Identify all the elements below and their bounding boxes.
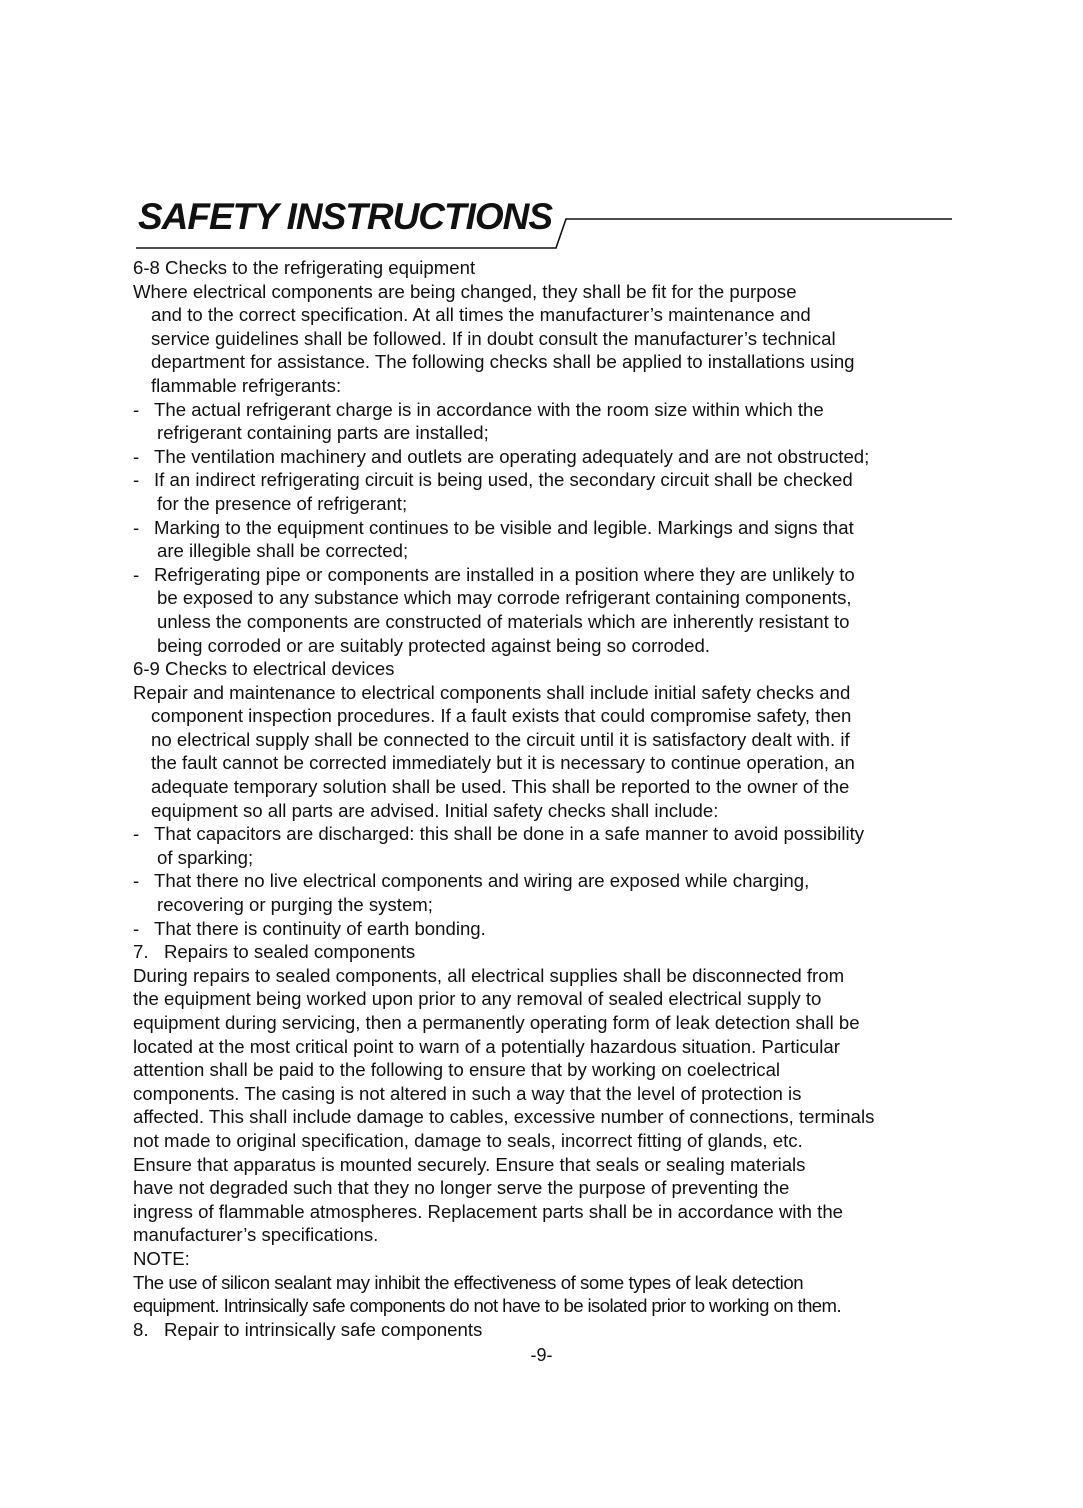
- section-7-body-line: During repairs to sealed components, all electrical supplies shall be disconnected from: [133, 964, 845, 986]
- bullet-dash: -: [133, 917, 140, 939]
- section-7-body-line: affected. This shall include damage to cables, excessive number of connections, terminals: [133, 1106, 875, 1128]
- section-6-8-intro-line: Where electrical components are being changed, they shall be fit for the purpose: [133, 280, 797, 302]
- bullet-dash: -: [133, 823, 140, 845]
- bullet-dash: -: [133, 563, 140, 585]
- section-7-body-line: not made to original specification, damage to seals, incorrect fitting of glands, etc.: [133, 1129, 803, 1151]
- section-7-body-line: ingress of flammable atmospheres. Replacement parts shall be in accordance with the: [133, 1200, 844, 1222]
- section-7-body-line: equipment during servicing, then a permanently operating form of leak detection shall be: [133, 1012, 860, 1033]
- list-item-line: refrigerant containing parts are installed;: [157, 422, 489, 444]
- list-item: [133, 398, 963, 445]
- section-6-8-intro-line: flammable refrigerants:: [151, 374, 342, 396]
- list-item-line: being corroded or are suitably protected against being so corroded.: [157, 634, 710, 656]
- section-7-body-line: Ensure that apparatus is mounted securely. Ensure that seals or sealing materials: [133, 1153, 806, 1175]
- section-number: 8.: [133, 1318, 149, 1340]
- section-7-heading: [133, 940, 963, 964]
- bullet-dash: -: [133, 398, 140, 420]
- list-item-line: are illegible shall be corrected;: [157, 540, 409, 562]
- section-6-9-intro-line: adequate temporary solution shall be used. This shall be reported to the owner of the: [151, 776, 850, 798]
- section-6-9-intro-line: component inspection procedures. If a fault exists that could compromise safety, then: [151, 705, 852, 727]
- list-item-line: That there is continuity of earth bonding.: [154, 917, 486, 939]
- note-label: NOTE:: [133, 1247, 190, 1269]
- note-line: equipment. Intrinsically safe components do not have to be isolated prior to working on them.: [133, 1295, 842, 1317]
- bullet-dash: -: [133, 469, 140, 491]
- section-6-8-heading: 6-8 Checks to the refrigerating equipment: [133, 257, 476, 278]
- list-item: [133, 869, 963, 916]
- section-6-9-intro-line: no electrical supply shall be connected to the circuit until it is satisfactory dealt with. if: [151, 728, 850, 750]
- bullet-dash: -: [133, 516, 140, 538]
- section-8-heading: [133, 1318, 963, 1342]
- section-7-body-line: located at the most critical point to warn of a potentially hazardous situation. Particular: [133, 1035, 840, 1057]
- list-item-line: be exposed to any substance which may corrode refrigerant containing components,: [157, 587, 852, 609]
- list-item-line: If an indirect refrigerating circuit is being used, the secondary circuit shall be checked: [154, 469, 853, 491]
- bullet-dash: -: [133, 870, 140, 892]
- section-7-body-line: attention shall be paid to the following to ensure that by working on coelectrical: [133, 1059, 781, 1081]
- section-title: Repairs to sealed components: [164, 941, 416, 963]
- section-7-body-line: have not degraded such that they no longer serve the purpose of preventing the: [133, 1177, 790, 1199]
- page-number: -9-: [530, 1345, 553, 1365]
- section-6-8-intro-line: and to the correct specification. At all times the manufacturer’s maintenance and: [151, 304, 811, 326]
- list-item: [133, 563, 963, 657]
- list-item-line: Refrigerating pipe or components are installed in a position where they are unlikely to: [154, 563, 855, 585]
- section-7-body-line: manufacturer’s specifications.: [133, 1224, 379, 1246]
- section-number: 7.: [133, 941, 149, 963]
- list-item: [133, 822, 963, 869]
- note-line: The use of silicon sealant may inhibit the effectiveness of some types of leak detection: [133, 1271, 804, 1293]
- section-7-body-line: components. The casing is not altered in such a way that the level of protection is: [133, 1082, 802, 1104]
- list-item-line: of sparking;: [157, 846, 254, 868]
- list-item-line: That capacitors are discharged: this shall be done in a safe manner to avoid possibility: [154, 823, 865, 845]
- list-item: [133, 445, 963, 469]
- list-item-line: That there no live electrical components and wiring are exposed while charging,: [154, 870, 810, 892]
- section-6-8-intro-line: department for assistance. The following checks shall be applied to installations using: [151, 351, 855, 373]
- list-item-line: unless the components are constructed of materials which are inherently resistant to: [157, 610, 850, 632]
- section-7-body-line: the equipment being worked upon prior to any removal of sealed electrical supply to: [133, 988, 822, 1010]
- section-6-9-heading: 6-9 Checks to electrical devices: [133, 658, 395, 680]
- section-title: Repair to intrinsically safe components: [164, 1318, 483, 1340]
- list-item: [133, 516, 963, 563]
- section-6-9-intro-line: Repair and maintenance to electrical components shall include initial safety checks and: [133, 681, 851, 703]
- list-item-line: Marking to the equipment continues to be visible and legible. Markings and signs that: [154, 516, 854, 538]
- list-item: [133, 468, 963, 515]
- page-title: SAFETY INSTRUCTIONS: [138, 196, 553, 237]
- section-6-9-intro-line: equipment so all parts are advised. Initial safety checks shall include:: [151, 799, 719, 821]
- list-item: [133, 917, 963, 941]
- list-item-line: for the presence of refrigerant;: [157, 492, 408, 514]
- section-6-8-intro-line: service guidelines shall be followed. If in doubt consult the manufacturer’s technical: [151, 327, 836, 349]
- section-6-9-intro-line: the fault cannot be corrected immediately but it is necessary to continue operation, an: [151, 752, 855, 774]
- list-item-line: The actual refrigerant charge is in accordance with the room size within which the: [154, 398, 824, 420]
- list-item-line: The ventilation machinery and outlets are operating adequately and are not obstructed;: [154, 445, 870, 467]
- bullet-dash: -: [133, 445, 140, 467]
- document-body: [133, 256, 963, 1341]
- list-item-line: recovering or purging the system;: [157, 894, 433, 916]
